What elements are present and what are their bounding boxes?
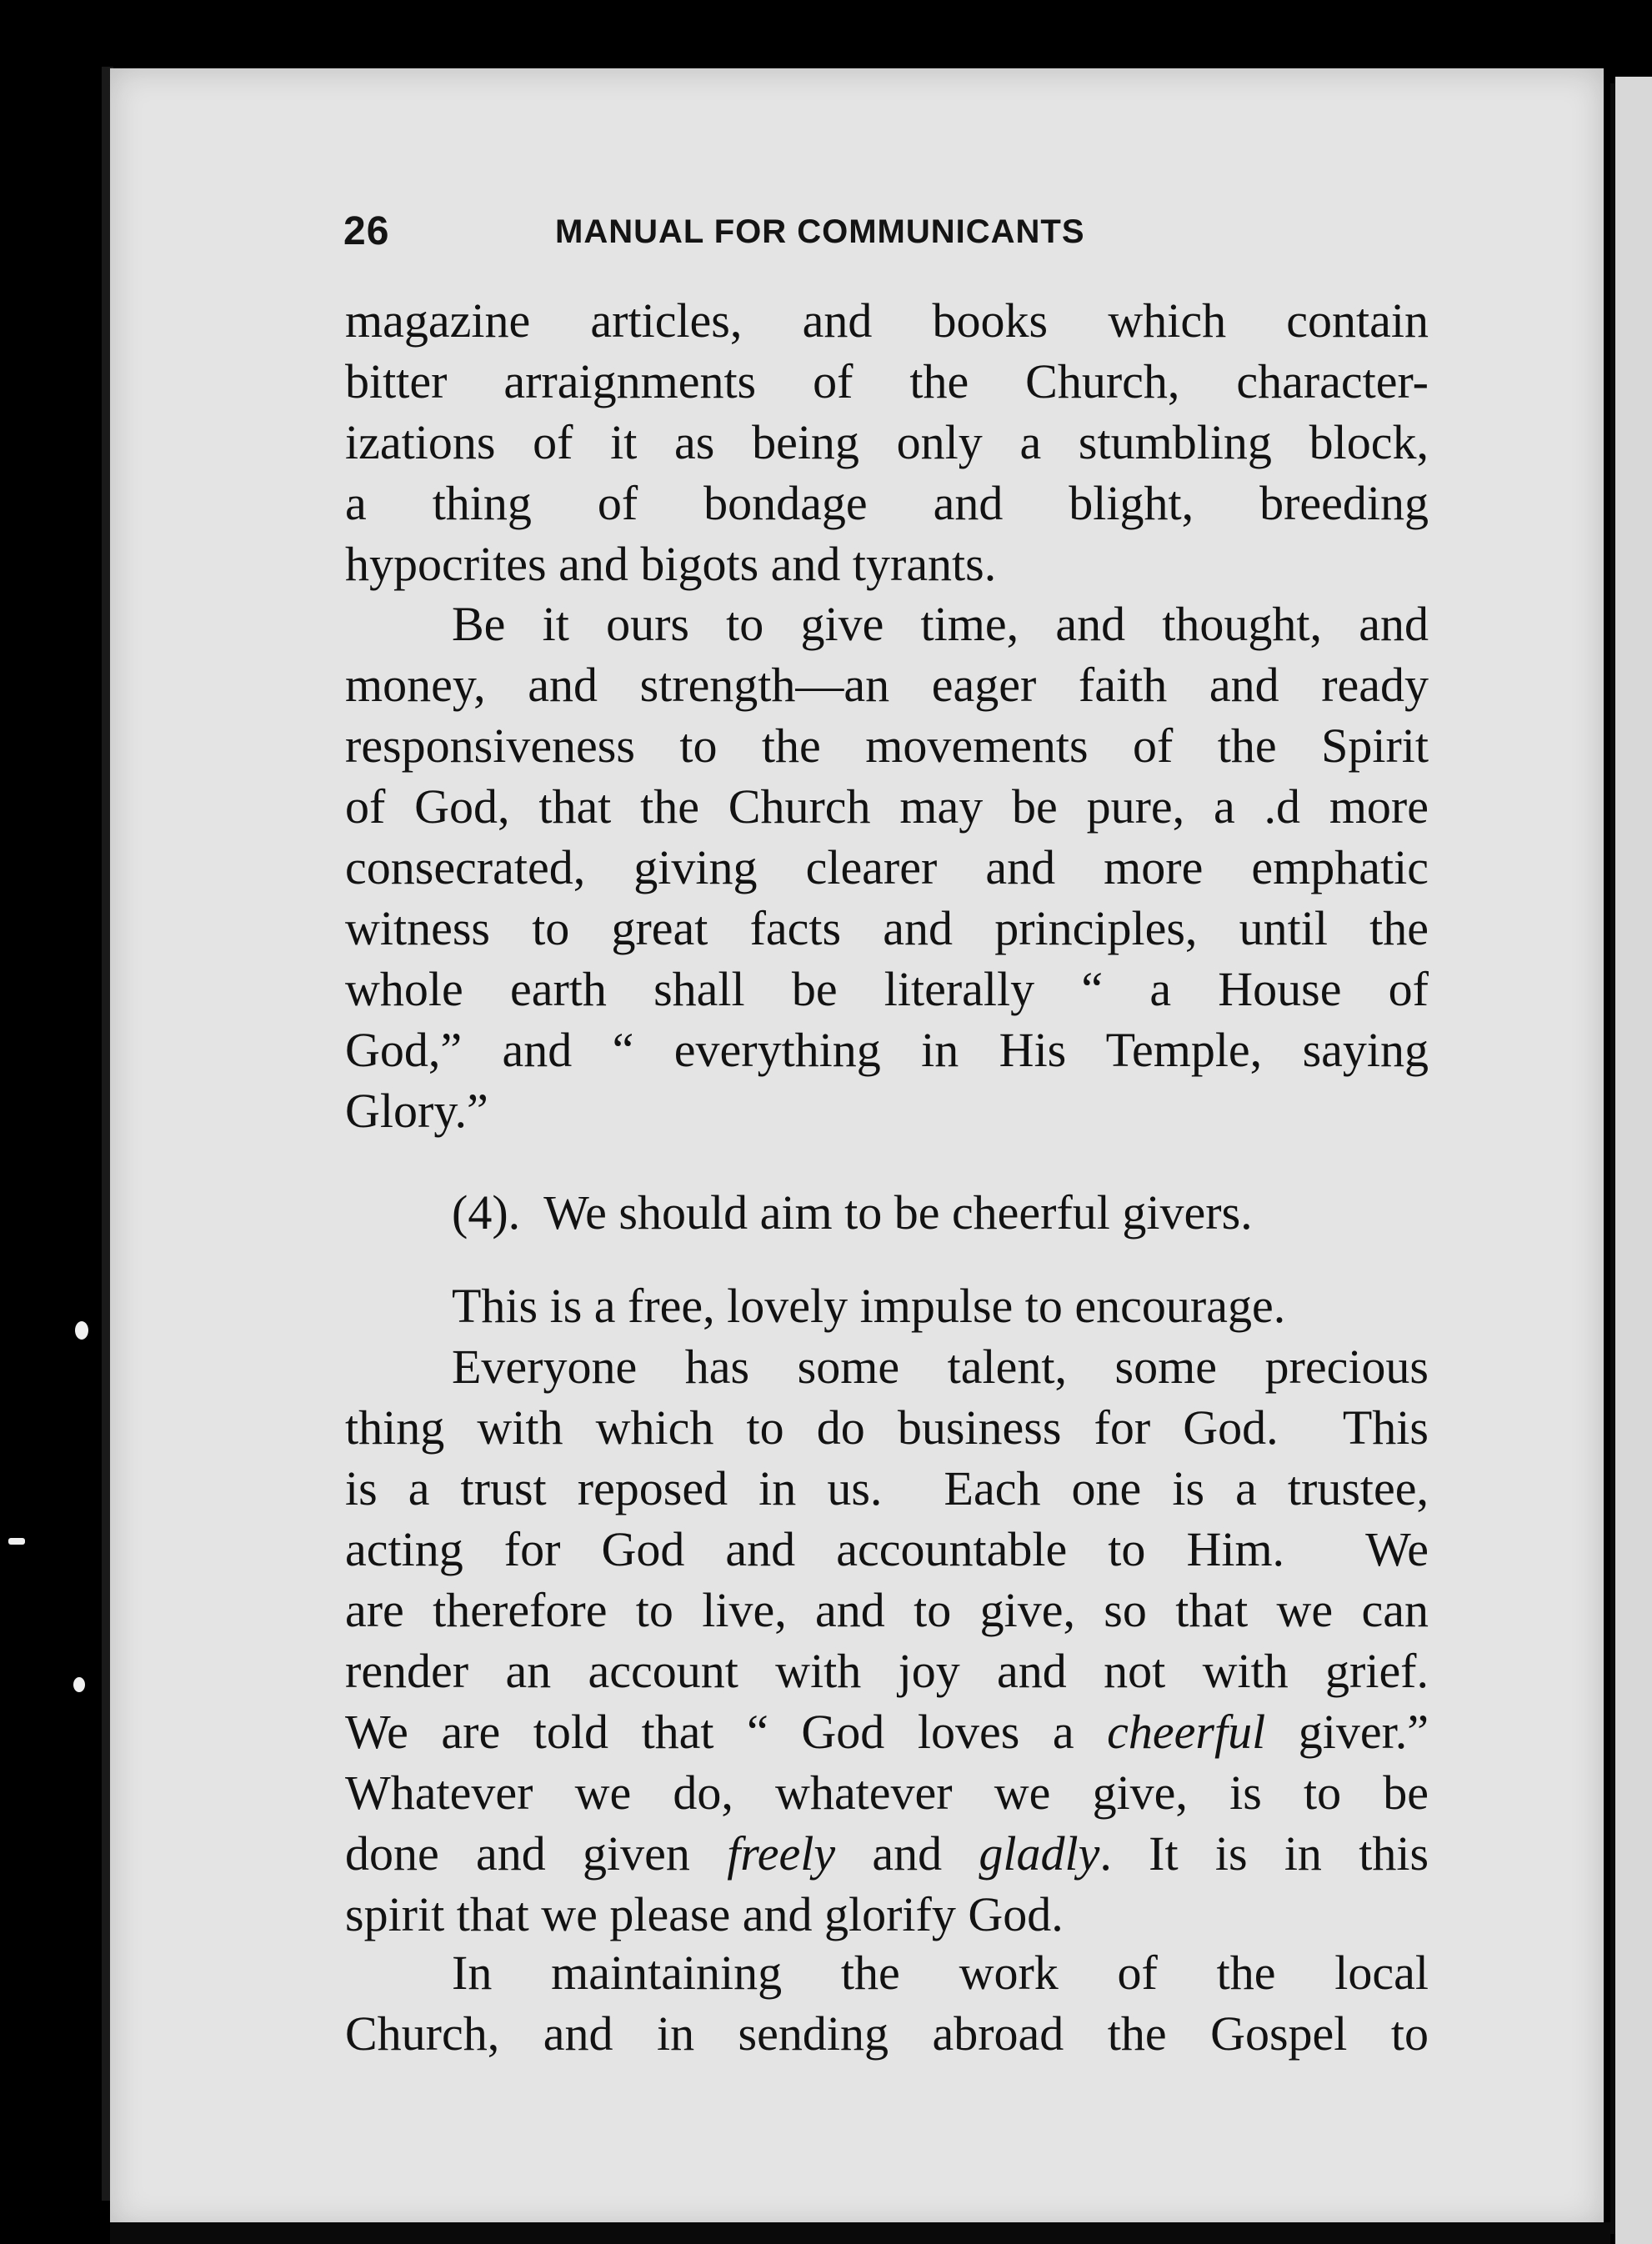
- text-line: is a trust reposed in us. Each one is a trustee,: [345, 1461, 1429, 1515]
- text-line: In maintaining the work of the local: [452, 1946, 1429, 2000]
- text-line: consecrated, giving clearer and more emphatic: [345, 840, 1429, 894]
- scan-speck: [75, 1321, 88, 1340]
- text-line: izations of it as being only a stumbling block,: [345, 415, 1429, 469]
- text-line: responsiveness to the movements of the Spirit: [345, 719, 1429, 773]
- text-line: [345, 1823, 1429, 1884]
- running-head: MANUAL FOR COMMUNICANTS: [555, 213, 1085, 250]
- text-run: . It is in this: [1099, 1826, 1429, 1881]
- text-line: Whatever we do, whatever we give, is to be: [345, 1766, 1429, 1820]
- paragraph-1: [345, 290, 1429, 594]
- text-line: magazine articles, and books which contain: [345, 293, 1429, 348]
- text-line: are therefore to live, and to give, so that we can: [345, 1583, 1429, 1637]
- paragraph-5: [345, 1942, 1429, 2064]
- text-line: [345, 1701, 1429, 1762]
- text-line: This is a free, lovely impulse to encourage.: [452, 1279, 1286, 1333]
- text-line: acting for God and accountable to Him. We: [345, 1522, 1429, 1576]
- text-line: Glory.”: [345, 1084, 488, 1138]
- emphasis: freely: [727, 1826, 836, 1881]
- scan-bottom-edge: [110, 2222, 1610, 2244]
- text-line: bitter arraignments of the Church, character-: [345, 354, 1429, 408]
- text-line: Everyone has some talent, some precious: [452, 1340, 1429, 1394]
- scan-speck: [8, 1538, 25, 1545]
- next-page-edge: [1615, 77, 1652, 2244]
- text-run: We are told that “ God loves a: [345, 1705, 1108, 1759]
- page-header: [343, 208, 1210, 267]
- text-line: render an account with joy and not with grief.: [345, 1644, 1429, 1698]
- paragraph-4: [345, 1275, 1429, 1945]
- section-heading: [345, 1182, 1429, 1243]
- text-line: Church, and in sending abroad the Gospel to: [345, 2006, 1429, 2061]
- text-line: Be it ours to give time, and thought, and: [452, 597, 1429, 651]
- text-run: giver.”: [1265, 1705, 1429, 1759]
- text-line: a thing of bondage and blight, breeding: [345, 476, 1429, 530]
- paragraph-2: [345, 594, 1429, 1141]
- text-line: spirit that we please and glorify God.: [345, 1887, 1064, 1941]
- section-heading-text: (4). We should aim to be cheerful givers.: [452, 1185, 1253, 1240]
- text-line: money, and strength—an eager faith and ready: [345, 658, 1429, 712]
- emphasis: gladly: [979, 1826, 1100, 1881]
- text-line: whole earth shall be literally “ a House of: [345, 962, 1429, 1016]
- text-run: done and given: [345, 1826, 728, 1881]
- text-line: of God, that the Church may be pure, a .d more: [345, 779, 1429, 834]
- emphasis: cheerful: [1107, 1705, 1266, 1759]
- text-run: and: [835, 1826, 979, 1881]
- text-line: God,” and “ everything in His Temple, saying: [345, 1023, 1429, 1077]
- scan-speck: [73, 1677, 85, 1692]
- text-line: thing with which to do business for God. This: [345, 1400, 1429, 1455]
- text-line: hypocrites and bigots and tyrants.: [345, 537, 997, 591]
- page-number: 26: [343, 209, 390, 253]
- text-line: witness to great facts and principles, until the: [345, 901, 1429, 955]
